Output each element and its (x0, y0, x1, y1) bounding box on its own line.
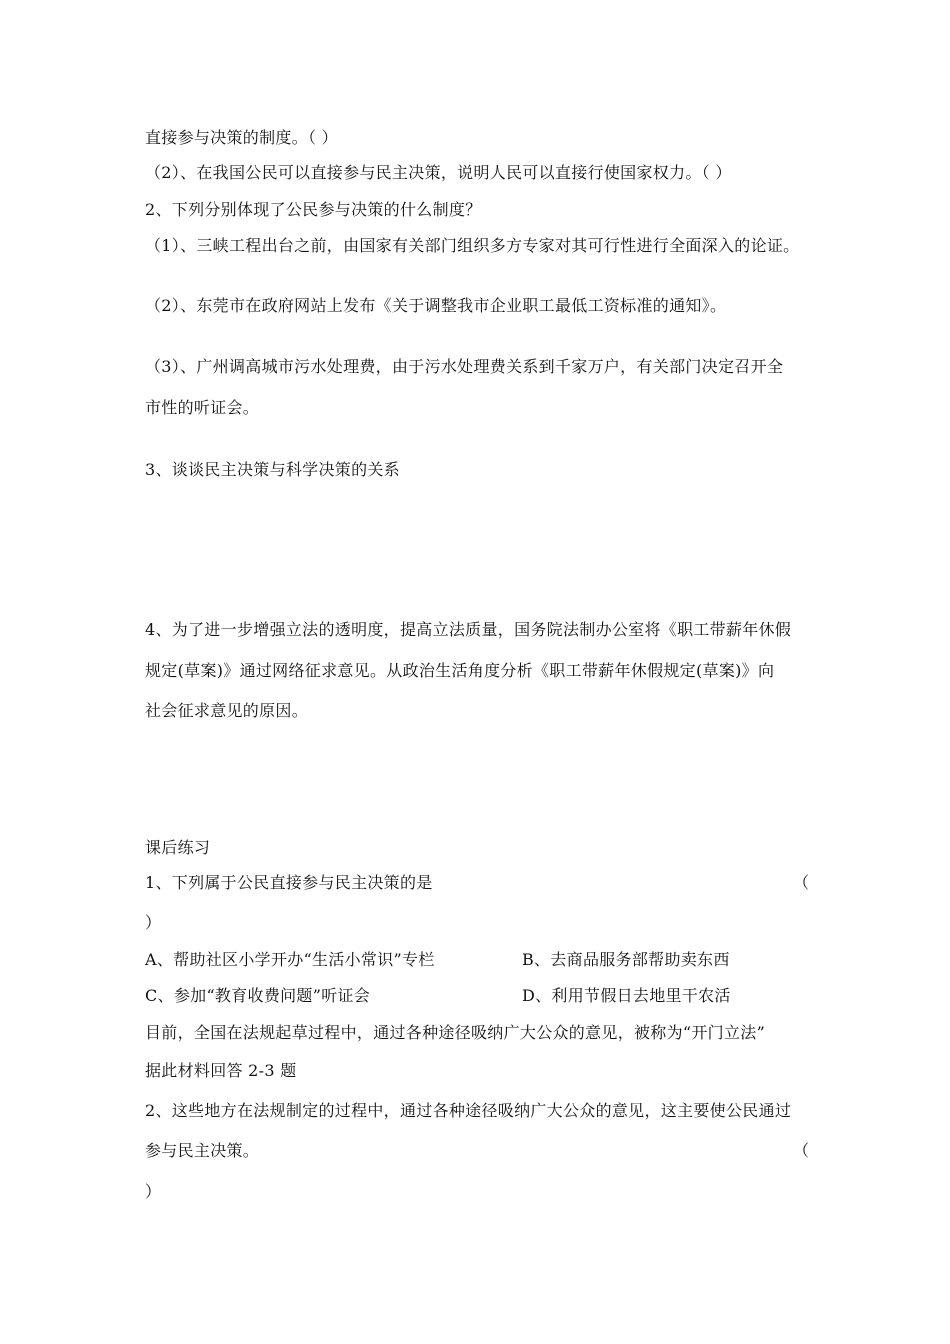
material-instruction: 据此材料回答 2-3 题 (145, 1061, 297, 1080)
exercise-1-bracket-close: ） (145, 913, 162, 932)
text-line-2: （2）、在我国公民可以直接参与民主决策，说明人民可以直接行使国家权力。（ ） (145, 163, 732, 182)
exercise-2-bracket-open: （ (793, 1141, 810, 1160)
section-heading-exercises: 课后练习 (145, 838, 211, 857)
option-c: C、参加“教育收费问题”听证会 (145, 986, 371, 1005)
question-4-cont-1: 规定(草案)》通过网络征求意见。从政治生活角度分析《职工带薪年休假规定(草案)》向 (145, 661, 775, 680)
question-3: 3、谈谈民主决策与科学决策的关系 (145, 460, 400, 479)
exercise-2: 2、这些地方在法规制定的过程中，通过各种途径吸纳广大公众的意见，这主要使公民通过 (145, 1101, 792, 1120)
question-2-item-3: （3）、广州调高城市污水处理费，由于污水处理费关系到千家万户，有关部门决定召开全 (145, 357, 784, 376)
option-b: B、去商品服务部帮助卖东西 (522, 950, 730, 969)
exercise-2-bracket-close: ） (145, 1182, 162, 1201)
exercise-1-bracket-open: （ (793, 873, 810, 892)
exercise-2-cont: 参与民主决策。 (145, 1141, 260, 1160)
question-4: 4、为了进一步增强立法的透明度，提高立法质量，国务院法制办公室将《职工带薪年休假 (145, 620, 792, 639)
material-text: 目前，全国在法规起草过程中，通过各种途径吸纳广大公众的意见，被称为“开门立法” (145, 1023, 766, 1042)
question-4-cont-2: 社会征求意见的原因。 (145, 701, 309, 720)
text-line-1: 直接参与决策的制度。（ ） (145, 128, 338, 147)
option-d: D、利用节假日去地里干农活 (522, 986, 731, 1005)
question-2-item-2: （2）、东莞市在政府网站上发布《关于调整我市企业职工最低工资标准的通知》。 (145, 296, 727, 315)
question-2-heading: 2、下列分别体现了公民参与决策的什么制度？ (145, 200, 482, 219)
question-2-item-1: （1）、三峡工程出台之前，由国家有关部门组织多方专家对其可行性进行全面深入的论证。 (145, 236, 800, 255)
exercise-1: 1、下列属于公民直接参与民主决策的是 (145, 873, 433, 892)
option-a: A、帮助社区小学开办“生活小常识”专栏 (145, 950, 435, 969)
question-2-item-3-cont: 市性的听证会。 (145, 398, 260, 417)
